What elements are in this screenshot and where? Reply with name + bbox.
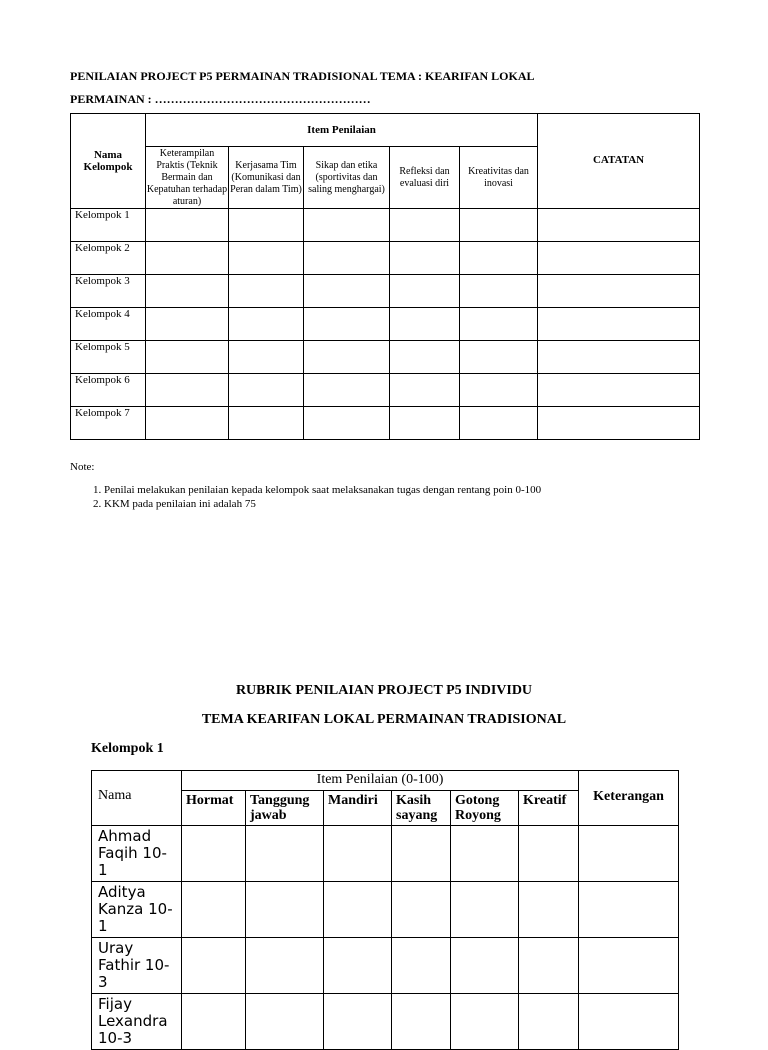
table-row	[71, 275, 700, 308]
note-item: 1. Penilai melakukan penilaian kepada kelompok saat melaksanakan tugas dengan rentang poin 0-100	[104, 483, 710, 497]
header-item-3: Sikap dan etika (sportivitas dan saling menghargai)	[304, 147, 390, 209]
note-cell[interactable]	[538, 242, 700, 275]
score-cell[interactable]	[390, 242, 460, 275]
score-cell[interactable]	[324, 882, 392, 938]
score-cell[interactable]	[392, 994, 451, 1050]
score-cell[interactable]	[146, 275, 229, 308]
score-cell[interactable]	[392, 882, 451, 938]
score-cell[interactable]	[246, 882, 324, 938]
score-cell[interactable]	[182, 882, 246, 938]
rubric-subtitle: TEMA KEARIFAN LOKAL PERMAINAN TRADISIONAL	[201, 712, 567, 727]
header-item-4: Refleksi dan evaluasi diri	[390, 147, 460, 209]
score-cell[interactable]	[304, 374, 390, 407]
score-cell[interactable]	[451, 882, 519, 938]
score-cell[interactable]	[229, 308, 304, 341]
table-row	[92, 826, 679, 882]
header-keterangan: Keterangan	[579, 771, 679, 826]
score-cell[interactable]	[182, 994, 246, 1050]
score-cell[interactable]	[324, 938, 392, 994]
header-gotong-royong: Gotong Royong	[451, 791, 519, 826]
score-cell[interactable]	[460, 275, 538, 308]
score-cell[interactable]	[146, 209, 229, 242]
score-cell[interactable]	[229, 341, 304, 374]
table-row	[71, 308, 700, 341]
note-cell[interactable]	[538, 374, 700, 407]
table-row	[71, 374, 700, 407]
form-title: PENILAIAN PROJECT P5 PERMAINAN TRADISIONAL TEMA : KEARIFAN LOKAL	[70, 69, 535, 83]
score-cell[interactable]	[392, 826, 451, 882]
score-cell[interactable]	[246, 994, 324, 1050]
row-label: Kelompok 5	[71, 341, 146, 374]
note-cell[interactable]	[538, 341, 700, 374]
note-cell[interactable]	[538, 275, 700, 308]
note-cell[interactable]	[538, 209, 700, 242]
note-label: Note:	[70, 461, 95, 473]
note-cell[interactable]	[579, 938, 679, 994]
header-hormat: Hormat	[182, 791, 246, 826]
student-name: Aditya Kanza 10-1	[92, 882, 182, 938]
score-cell[interactable]	[519, 826, 579, 882]
row-label: Kelompok 2	[71, 242, 146, 275]
row-label: Kelompok 3	[71, 275, 146, 308]
score-cell[interactable]	[460, 209, 538, 242]
header-item-1: Keterampilan Praktis (Teknik Bermain dan Kepatuhan terhadap aturan)	[146, 147, 228, 207]
score-cell[interactable]	[182, 826, 246, 882]
score-cell[interactable]	[390, 341, 460, 374]
note-list	[70, 483, 710, 511]
table-row	[71, 341, 700, 374]
note-cell[interactable]	[538, 308, 700, 341]
score-cell[interactable]	[146, 242, 229, 275]
group-assessment-table	[70, 113, 700, 440]
score-cell[interactable]	[246, 826, 324, 882]
student-name: Fijay Lexandra 10-3	[92, 994, 182, 1050]
row-label: Kelompok 6	[71, 374, 146, 407]
note-cell[interactable]	[579, 994, 679, 1050]
table-row	[92, 938, 679, 994]
header-kasih-sayang: Kasih sayang	[392, 791, 451, 826]
score-cell[interactable]	[229, 275, 304, 308]
score-cell[interactable]	[146, 407, 229, 440]
note-cell[interactable]	[579, 882, 679, 938]
score-cell[interactable]	[246, 938, 324, 994]
rubric-title: RUBRIK PENILAIAN PROJECT P5 INDIVIDU	[235, 683, 533, 698]
score-cell[interactable]	[390, 374, 460, 407]
score-cell[interactable]	[460, 242, 538, 275]
row-label: Kelompok 7	[71, 407, 146, 440]
score-cell[interactable]	[390, 308, 460, 341]
score-cell[interactable]	[304, 341, 390, 374]
score-cell[interactable]	[460, 308, 538, 341]
header-nama-kelompok: Nama Kelompok	[71, 114, 146, 209]
score-cell[interactable]	[229, 242, 304, 275]
header-tanggung-jawab: Tanggung jawab	[246, 791, 324, 826]
score-cell[interactable]	[304, 308, 390, 341]
header-item-penilaian: Item Penilaian (0-100)	[182, 771, 579, 791]
score-cell[interactable]	[460, 341, 538, 374]
note-item: 2. KKM pada penilaian ini adalah 75	[104, 497, 710, 511]
score-cell[interactable]	[324, 826, 392, 882]
score-cell[interactable]	[146, 308, 229, 341]
score-cell[interactable]	[229, 407, 304, 440]
note-cell[interactable]	[579, 826, 679, 882]
score-cell[interactable]	[304, 209, 390, 242]
row-label: Kelompok 4	[71, 308, 146, 341]
individual-rubric-table	[91, 770, 679, 1050]
score-cell[interactable]	[146, 341, 229, 374]
table-row	[71, 209, 700, 242]
score-cell[interactable]	[229, 209, 304, 242]
student-name: Ahmad Faqih 10-1	[92, 826, 182, 882]
note-cell[interactable]	[538, 407, 700, 440]
score-cell[interactable]	[304, 407, 390, 440]
table-row	[71, 407, 700, 440]
table-row	[71, 242, 700, 275]
header-item-5: Kreativitas dan inovasi	[460, 147, 538, 209]
score-cell[interactable]	[451, 938, 519, 994]
score-cell[interactable]	[390, 275, 460, 308]
score-cell[interactable]	[451, 826, 519, 882]
header-item-2: Kerjasama Tim (Komunikasi dan Peran dalam Tim)	[229, 147, 304, 209]
score-cell[interactable]	[390, 209, 460, 242]
student-name: Uray Fathir 10-3	[92, 938, 182, 994]
game-line: PERMAINAN : ………………………………………………	[70, 92, 371, 106]
score-cell[interactable]	[182, 938, 246, 994]
table-row	[92, 882, 679, 938]
table-row	[92, 994, 679, 1050]
row-label: Kelompok 1	[71, 209, 146, 242]
score-cell[interactable]	[519, 994, 579, 1050]
score-cell[interactable]	[460, 374, 538, 407]
header-nama: Nama	[92, 771, 182, 826]
score-cell[interactable]	[392, 938, 451, 994]
header-item-penilaian: Item Penilaian	[146, 114, 538, 147]
header-catatan: CATATAN	[538, 114, 700, 209]
header-kreatif: Kreatif	[519, 791, 579, 826]
score-cell[interactable]	[451, 994, 519, 1050]
header-mandiri: Mandiri	[324, 791, 392, 826]
score-cell[interactable]	[519, 882, 579, 938]
score-cell[interactable]	[146, 374, 229, 407]
score-cell[interactable]	[460, 407, 538, 440]
score-cell[interactable]	[519, 938, 579, 994]
score-cell[interactable]	[304, 242, 390, 275]
score-cell[interactable]	[390, 407, 460, 440]
score-cell[interactable]	[324, 994, 392, 1050]
score-cell[interactable]	[229, 374, 304, 407]
group-label: Kelompok 1	[91, 741, 164, 756]
score-cell[interactable]	[304, 275, 390, 308]
